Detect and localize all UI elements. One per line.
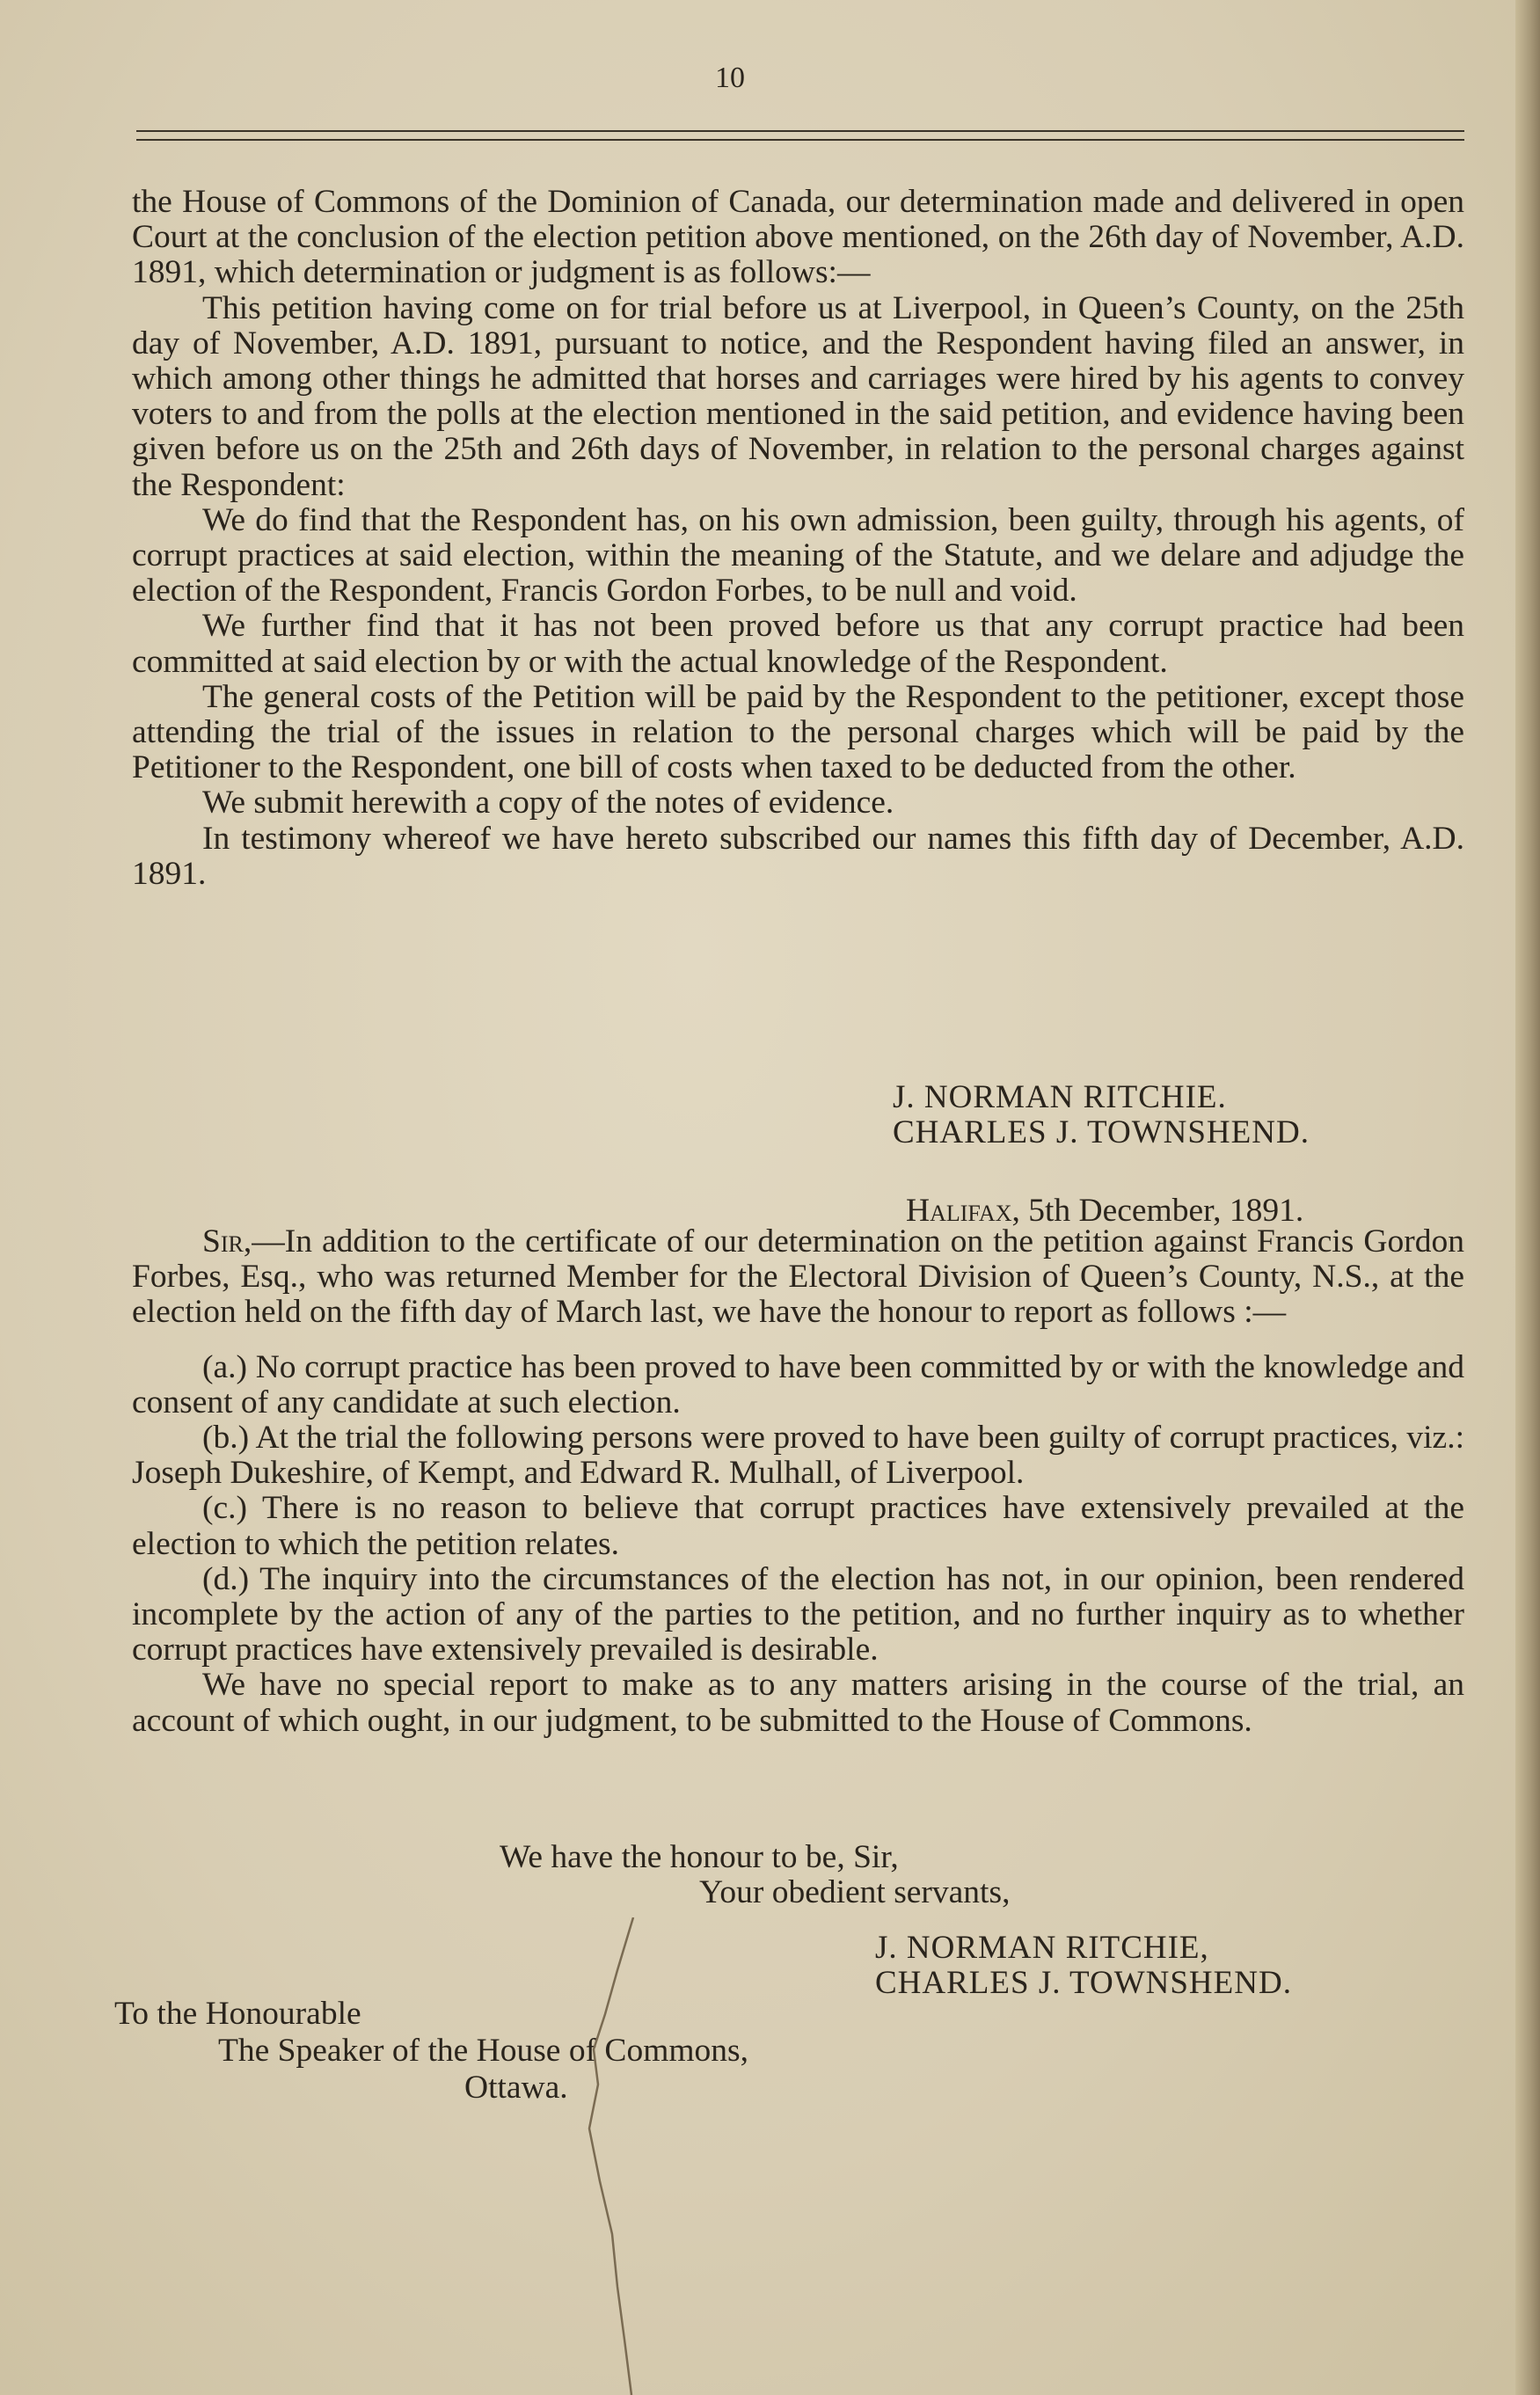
address-to: To the Honourable [114,1996,361,2032]
paragraph: (b.) At the trial the following persons were proved to have been guilty of corrupt practices, viz.: Joseph Dukeshire, of Kempt, and Edward R. Mulhall, of Liverpool. [132,1420,1464,1492]
paragraph: We submit herewith a copy of the notes of evidence. [202,785,894,821]
paragraph: (a.) No corrupt practice has been proved to have been committed by or with the knowledge and consent of any candidate at such election. [132,1348,1464,1420]
letter-signatures [875,1931,1292,2001]
page-number: 10 [715,62,745,94]
paragraph: In testimony whereof we have hereto subscribed our names this fifth day of December, A.D. 1891. [132,820,1464,892]
header-rule-bottom [136,139,1464,141]
letter-place: Halifax [906,1193,1012,1229]
paragraph: This petition having come on for trial before us at Liverpool, in Queen’s County, on the 25th day of November, A.D. 1891, pursuant to notice, and the Respondent having filed an answer, in which among other things he admitted that horses and carriages were hired by his agents to convey voters to and from the polls at the election mentioned in the said petition, and evidence having been given before us on the 25th and 26th days of November, in relation to the personal charges against the Respondent: [132,289,1464,503]
determination-signatures [893,1080,1310,1150]
closing-line: We have the honour to be, Sir, [500,1839,899,1875]
paragraph: We further find that it has not been proved before us that any corrupt practice had been committed at said election by or with the actual knowledge of the Respondent. [132,608,1464,680]
paragraph: the House of Commons of the Dominion of Canada, our determination made and delivered in open Court at the conclusion of the election petition above mentioned, on the 26th day of November, A.D. 1891, which determination or judgment is as follows:— [132,184,1464,291]
paragraph: The general costs of the Petition will be paid by the Respondent to the petitioner, except those attending the trial of the issues in relation to the personal charges which will be paid by the Petitioner to the Respondent, one bill of costs when taxed to be deducted from the other. [132,678,1464,786]
paragraph: We have no special report to make as to any matters arising in the course of the trial, an account of which ought, in our judgment, to be submitted to the House of Commons. [132,1667,1464,1739]
address-speaker: The Speaker of the House of Commons, [218,2033,749,2069]
paragraph: We do find that the Respondent has, on his own admission, been guilty, through his agents, of corrupt practices at said election, within the meaning of the Statute, and we delare and adjudge the election of the Respondent, Francis Gordon Forbes, to be null and void. [132,501,1464,610]
signature-townshend: CHARLES J. TOWNSHEND. [875,1965,1292,2001]
salutation: Sir, [202,1223,252,1260]
letter-text [132,1224,1464,1739]
signature-ritchie: J. NORMAN RITCHIE, [875,1930,1209,1966]
paragraph: (d.) The inquiry into the circumstances of the election has not, in our opinion, been rendered incomplete by the action of any of the parties to the petition, and no further inquiry as to whether corrupt practices have extensively prevailed is desirable. [132,1560,1464,1668]
paragraph: —In addition to the certificate of our determination on the petition against Francis Gordon Forbes, Esq., who was returned Member for the Electoral Division of Queen’s County, N.S., at the election held on the fifth day of March last, we have the honour to report as follows :— [132,1223,1464,1331]
signature-ritchie: J. NORMAN RITCHIE. [893,1079,1227,1115]
signature-townshend: CHARLES J. TOWNSHEND. [893,1114,1310,1150]
address-city: Ottawa. [464,2070,568,2106]
paper-tear [563,1917,704,2395]
determination-text [132,185,1464,892]
header-rule-top [136,130,1464,132]
letter-opening [132,1224,1464,1331]
closing-servants: Your obedient servants, [699,1874,1011,1910]
letter-date: , 5th December, 1891. [1011,1193,1304,1229]
page-edge [1515,0,1540,2395]
paragraph: (c.) There is no reason to believe that corrupt practices have extensively prevailed at the election to which the petition relates. [132,1490,1464,1562]
